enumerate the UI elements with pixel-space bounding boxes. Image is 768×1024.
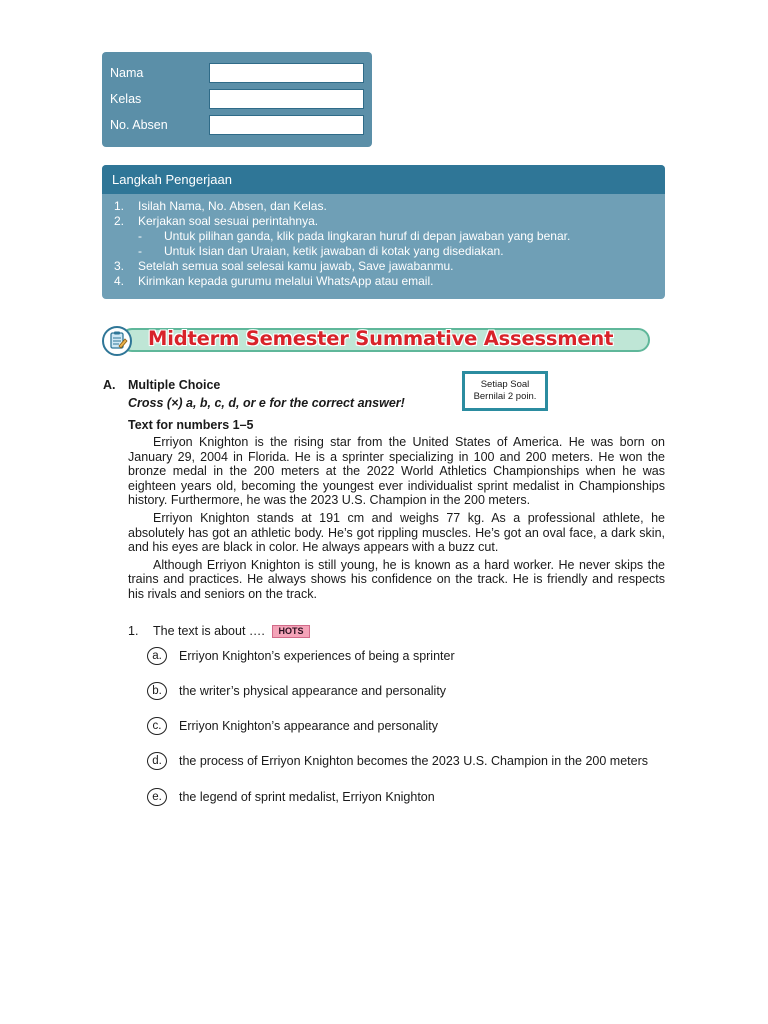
class-row — [102, 89, 372, 111]
option-text: Erriyon Knighton’s experiences of being a sprinter — [179, 649, 455, 663]
step-text: Setelah semua soal selesai kamu jawab, Save jawabanmu. — [138, 259, 454, 273]
absen-label: No. Absen — [110, 118, 168, 132]
step-text: Untuk pilihan ganda, klik pada lingkaran huruf di depan jawaban yang benar. — [164, 229, 571, 243]
class-label: Kelas — [110, 92, 142, 106]
question-number: 1. — [128, 624, 139, 638]
option-text: Erriyon Knighton’s appearance and personality — [179, 719, 438, 733]
option-circle[interactable]: c. — [147, 717, 167, 735]
clipboard-icon — [102, 326, 132, 356]
step-text: Kirimkan kepada gurumu melalui WhatsApp atau email. — [138, 274, 434, 288]
step-text: Kerjakan soal sesuai perintahnya. — [138, 214, 319, 228]
passage-paragraph: Erriyon Knighton stands at 191 cm and weighs 77 kg. As a professional athlete, he absolutely has got an athletic body. He’s got rippling muscles. He’s got an oval face, a dark skin, and his eyes are black in color. He always appears with a buzz cut. — [128, 510, 665, 555]
step-number: 1. — [114, 199, 125, 213]
class-field[interactable] — [209, 89, 364, 109]
hots-badge: HOTS — [272, 625, 310, 638]
step-number: 2. — [114, 214, 125, 228]
option-text: the writer’s physical appearance and personality — [179, 684, 447, 698]
instructions-heading: Langkah Pengerjaan — [102, 165, 665, 194]
section-instruction: Cross (×) a, b, c, d, or e for the correct answer! — [128, 396, 405, 410]
option-circle[interactable]: b. — [147, 682, 167, 700]
passage-paragraph: Erriyon Knighton is the rising star from the United States of America. He was born on January 29, 2004 in Florida. He is a sprinter specializing in 100 and 200 meters. He won the bronze medal in the 200 meters at the 2022 World Athletics Championships when he was eighteen years old, becoming the youngest ever individualist sprint medalist in Championships history. Furthermore, he was the 2023 U.S. Champion in the 200 meters. — [128, 435, 665, 508]
identity-panel — [102, 52, 372, 147]
assessment-banner — [102, 326, 652, 356]
option-circle[interactable]: d. — [147, 752, 167, 770]
step-number: 4. — [114, 274, 125, 288]
option-circle[interactable]: e. — [147, 788, 167, 806]
option-text: the legend of sprint medalist, Erriyon Knighton — [179, 790, 435, 804]
instructions-panel — [102, 165, 665, 299]
banner-title: Midterm Semester Summative Assessment — [148, 327, 614, 350]
step-dash: - — [138, 244, 142, 258]
score-note — [462, 371, 548, 411]
name-field[interactable] — [209, 63, 364, 83]
step-text: Isilah Nama, No. Absen, dan Kelas. — [138, 199, 327, 213]
section-letter: A. — [103, 378, 116, 392]
section-title: Multiple Choice — [128, 378, 221, 392]
step-number: 3. — [114, 259, 125, 273]
option-circle[interactable]: a. — [147, 647, 167, 665]
option-text: the process of Erriyon Knighton becomes the 2023 U.S. Champion in the 200 meters — [179, 754, 649, 768]
absen-field[interactable] — [209, 115, 364, 135]
score-note-line: Bernilai 2 poin. — [473, 391, 537, 402]
step-text: Untuk Isian dan Uraian, ketik jawaban di kotak yang disediakan. — [164, 244, 504, 258]
score-note-line: Setiap Soal — [480, 379, 530, 390]
question-text: The text is about …. — [153, 624, 265, 638]
absen-row — [102, 115, 372, 137]
passage-paragraph: Although Erriyon Knighton is still young, he is known as a hard worker. He never skips the trains and practices. He always shows his confidence on the track. He is friendly and respects his rivals and seniors on the track. — [128, 557, 665, 601]
name-label: Nama — [110, 66, 144, 80]
reading-passage — [128, 435, 665, 605]
text-heading: Text for numbers 1–5 — [128, 418, 254, 432]
step-dash: - — [138, 229, 142, 243]
name-row — [102, 63, 372, 85]
